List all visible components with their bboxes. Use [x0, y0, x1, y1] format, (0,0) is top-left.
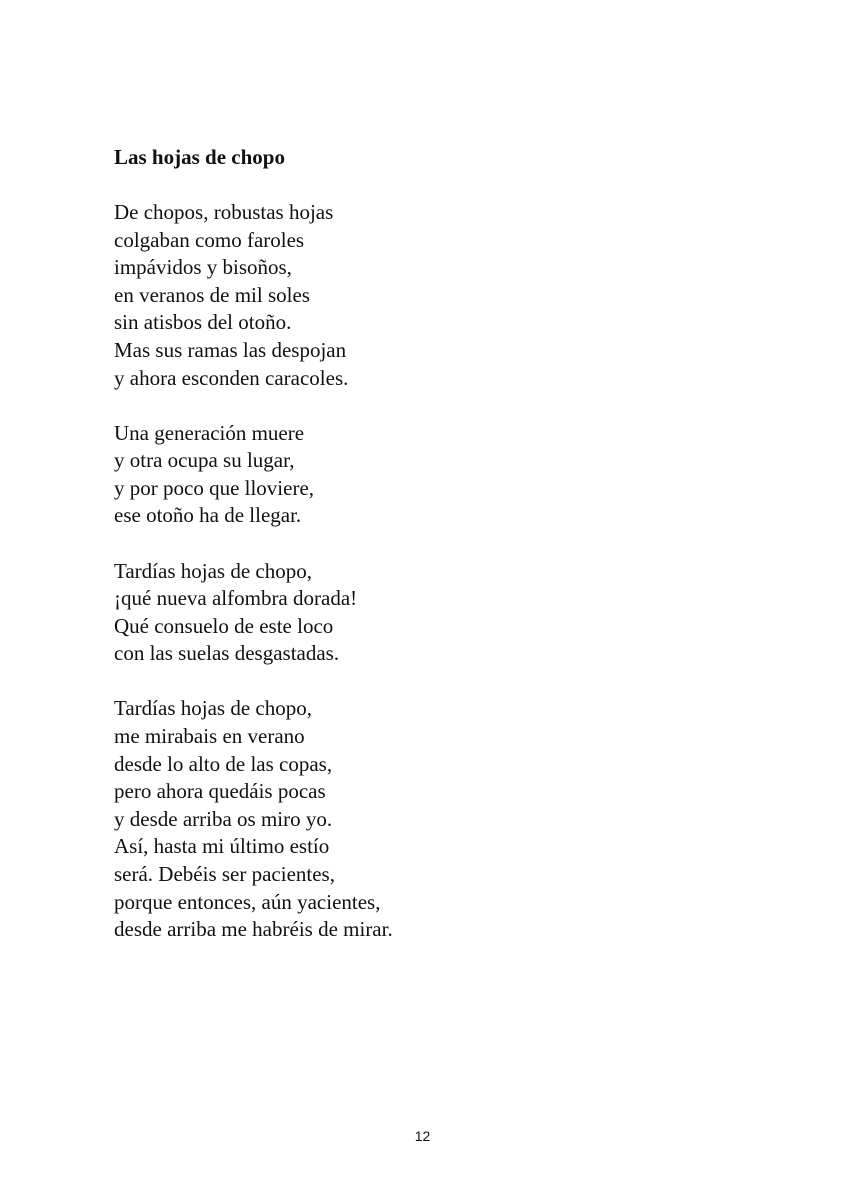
- verse-line: Tardías hojas de chopo,: [114, 558, 312, 583]
- verse-line: sin atisbos del otoño.: [114, 310, 292, 335]
- verse-line: Mas sus ramas las despojan: [114, 337, 347, 362]
- poem: [114, 143, 714, 971]
- poem-title: Las hojas de chopo: [114, 145, 285, 169]
- stanza-3: [114, 558, 714, 668]
- verse-line: impávidos y bisoños,: [114, 255, 292, 280]
- verse-line: Así, hasta mi último estío: [114, 834, 330, 859]
- verse-line: Tardías hojas de chopo,: [114, 696, 312, 721]
- verse-line: ¡qué nueva alfombra dorada!: [114, 586, 358, 611]
- verse-line: y ahora esconden caracoles.: [114, 365, 349, 390]
- verse-line: pero ahora quedáis pocas: [114, 779, 326, 804]
- stanza-4: [114, 695, 714, 943]
- verse-line: desde arriba me habréis de mirar.: [114, 917, 393, 942]
- stanza-2: [114, 420, 714, 530]
- verse-line: me mirabais en verano: [114, 724, 305, 748]
- stanza-1: [114, 199, 714, 392]
- page-number: 12: [414, 1128, 431, 1144]
- verse-line: y desde arriba os miro yo.: [114, 806, 333, 831]
- verse-line: ese otoño ha de llegar.: [114, 503, 302, 528]
- verse-line: desde lo alto de las copas,: [114, 751, 333, 776]
- verse-line: en veranos de mil soles: [114, 282, 310, 307]
- verse-line: Qué consuelo de este loco: [114, 613, 334, 638]
- verse-line: colgaban como faroles: [114, 227, 305, 252]
- verse-line: con las suelas desgastadas.: [114, 641, 340, 666]
- verse-line: Una generación muere: [114, 420, 305, 445]
- verse-line: De chopos, robustas hojas: [114, 200, 334, 224]
- verse-line: y otra ocupa su lugar,: [114, 448, 295, 473]
- verse-line: porque entonces, aún yacientes,: [114, 889, 381, 914]
- verse-line: será. Debéis ser pacientes,: [114, 861, 335, 886]
- verse-line: y por poco que lloviere,: [114, 475, 315, 500]
